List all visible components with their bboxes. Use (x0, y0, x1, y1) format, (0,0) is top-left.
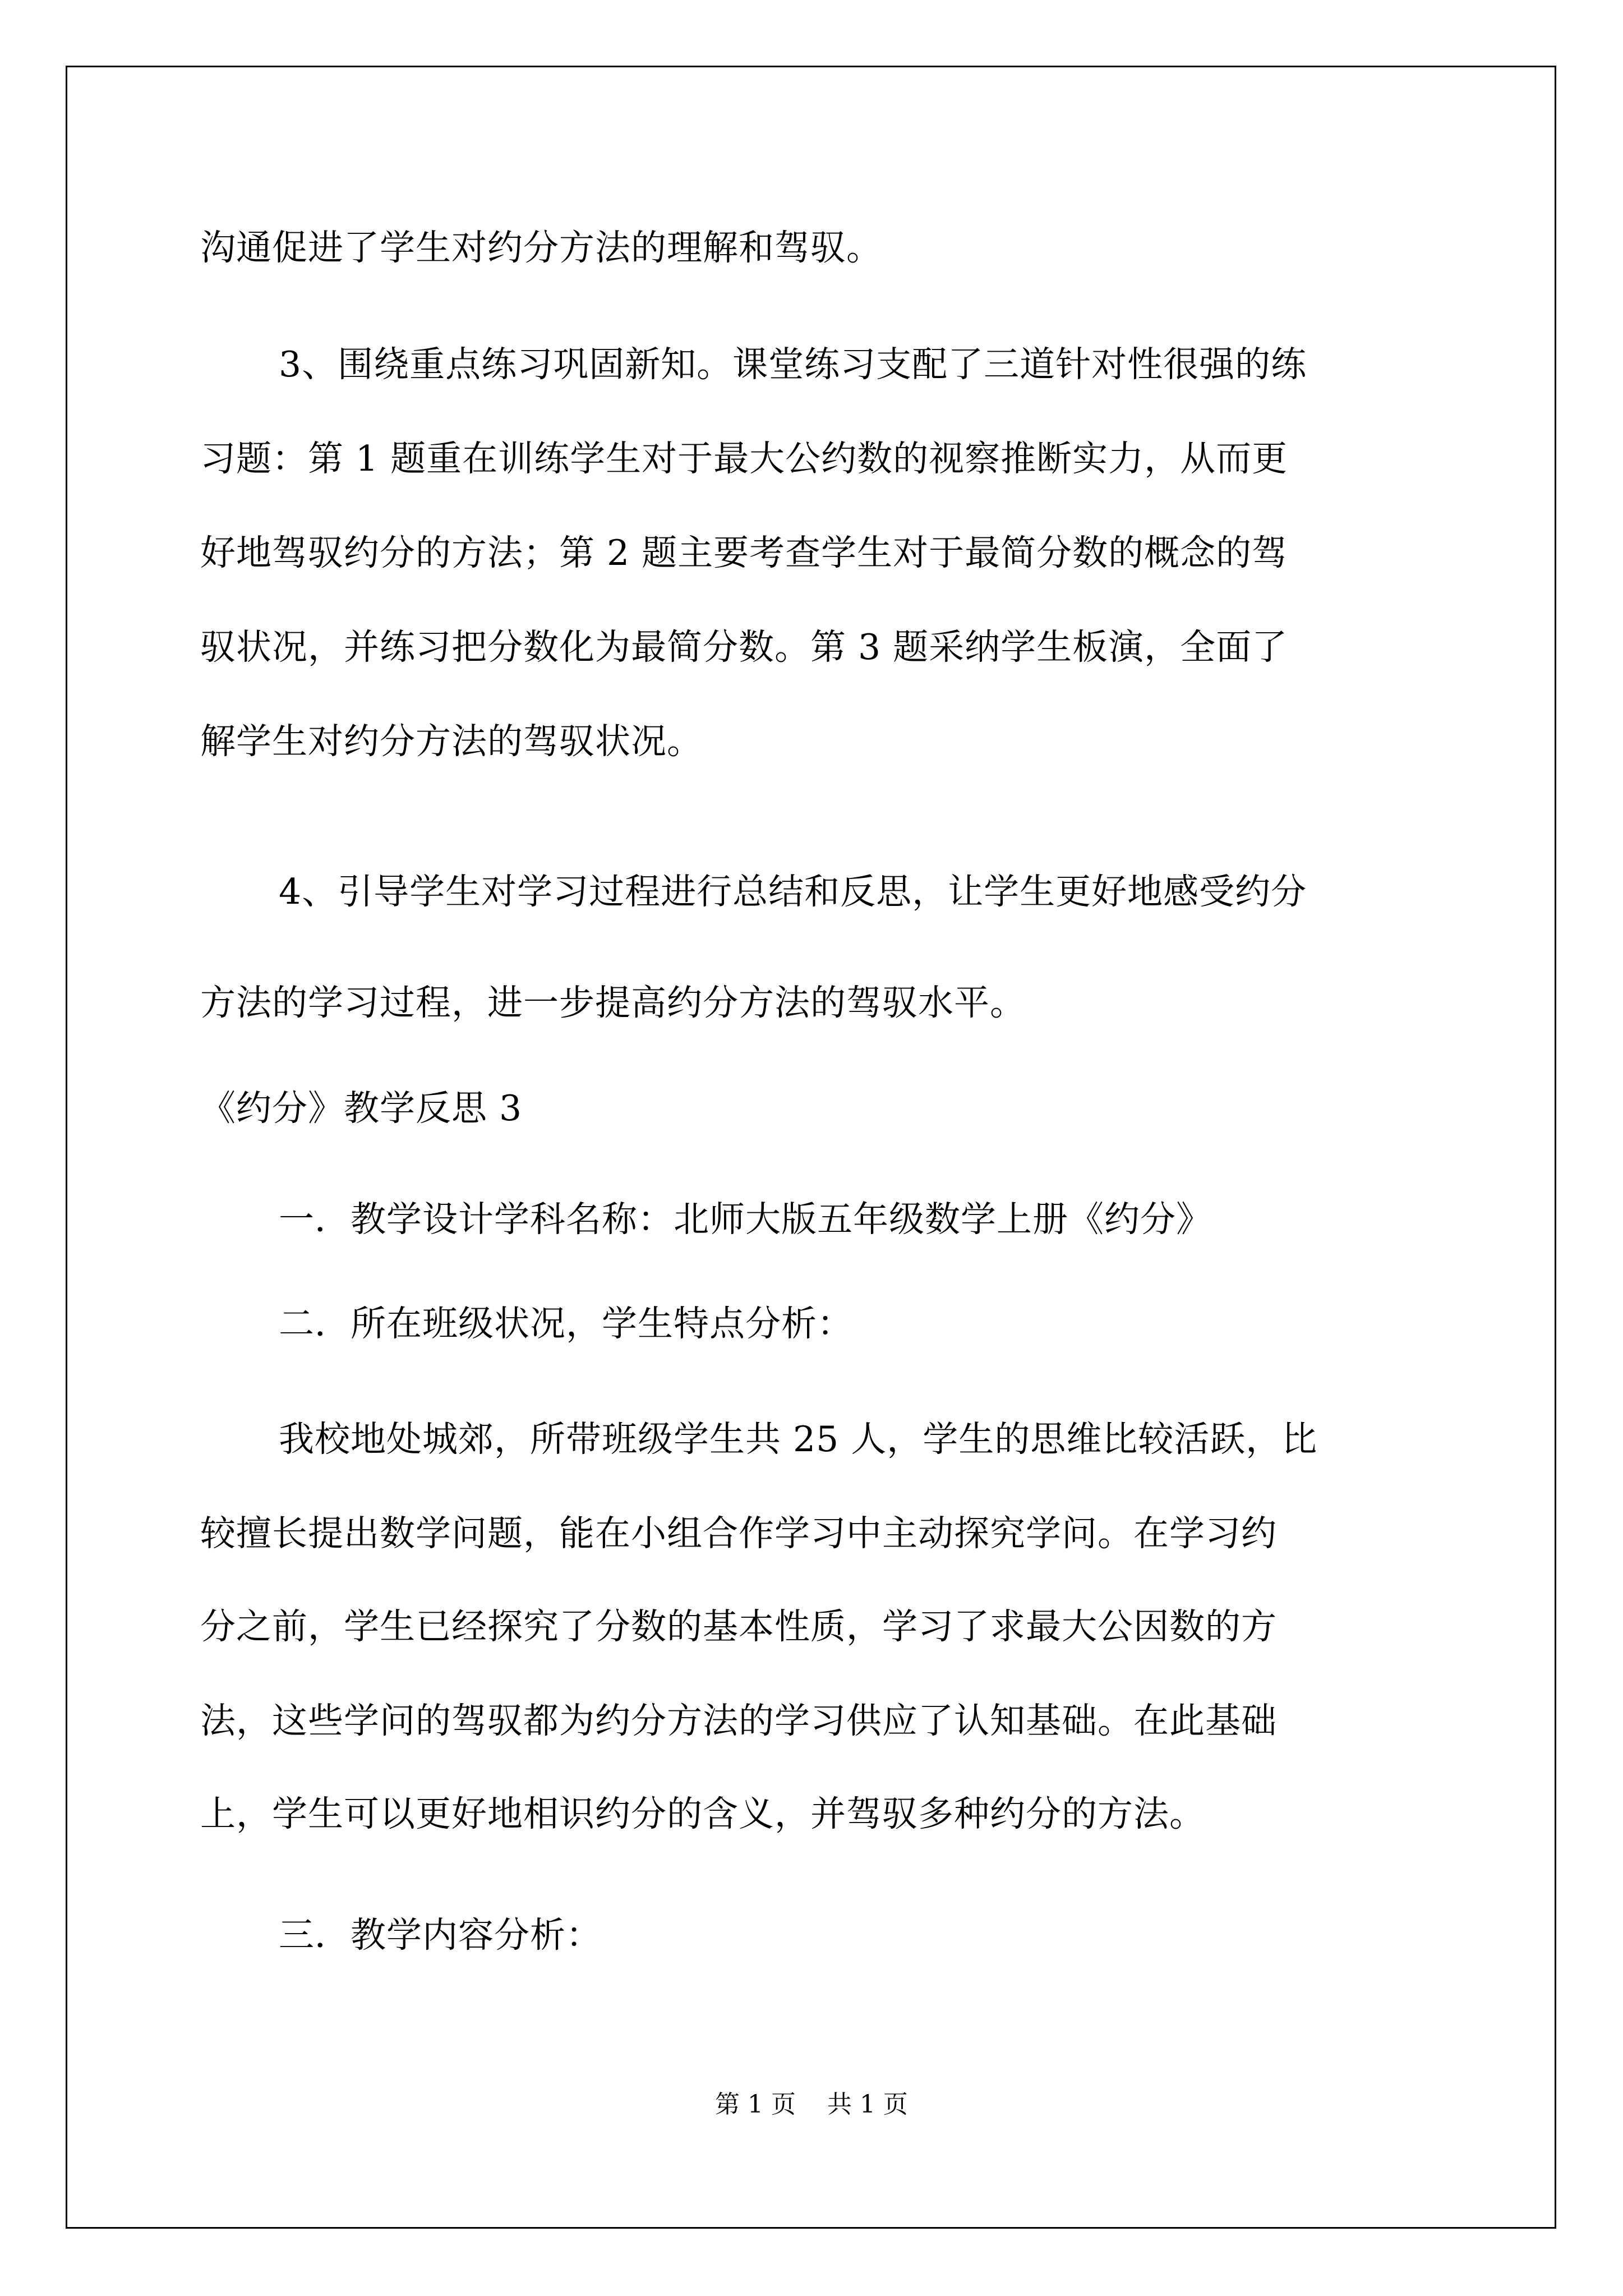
text-line: 沟通促进了学生对约分方法的理解和驾驭。 (200, 227, 882, 268)
text-line: 3、围绕重点练习巩固新知。课堂练习支配了三道针对性很强的练 (279, 344, 1307, 385)
page-footer: 第 1 页 共 1 页 (715, 2090, 908, 2119)
text-line: 上，学生可以更好地相识约分的含义，并驾驭多种约分的方法。 (200, 1793, 1205, 1834)
text-line: 我校地处城郊，所带班级学生共 25 人，学生的思维比较活跃，比 (279, 1419, 1318, 1460)
page-border (66, 66, 1556, 2229)
text-line: 分之前，学生已经探究了分数的基本性质，学习了求最大公因数的方 (200, 1606, 1277, 1647)
text-line: 解学生对约分方法的驾驭状况。 (200, 721, 703, 762)
text-line: 好地驾驭约分的方法；第 2 题主要考查学生对于最简分数的概念的驾 (200, 532, 1288, 573)
text-line: 法，这些学问的驾驭都为约分方法的学习供应了认知基础。在此基础 (200, 1700, 1277, 1741)
text-line: 方法的学习过程，进一步提高约分方法的驾驭水平。 (200, 982, 1026, 1023)
text-line: 较擅长提出数学问题，能在小组合作学习中主动探究学问。在学习约 (200, 1513, 1277, 1554)
text-line: 二．所在班级状况，学生特点分析： (279, 1303, 853, 1344)
text-line: 习题：第 1 题重在训练学生对于最大公约数的视察推断实力，从而更 (200, 438, 1288, 479)
text-line: 三．教学内容分析： (279, 1915, 602, 1955)
section-heading: 《约分》教学反思 3 (200, 1088, 523, 1129)
text-line: 一．教学设计学科名称：北师大版五年级数学上册《约分》 (279, 1199, 1212, 1240)
text-line: 驭状况，并练习把分数化为最简分数。第 3 题采纳学生板演，全面了 (200, 627, 1288, 668)
text-line: 4、引导学生对学习过程进行总结和反思，让学生更好地感受约分 (279, 871, 1307, 912)
